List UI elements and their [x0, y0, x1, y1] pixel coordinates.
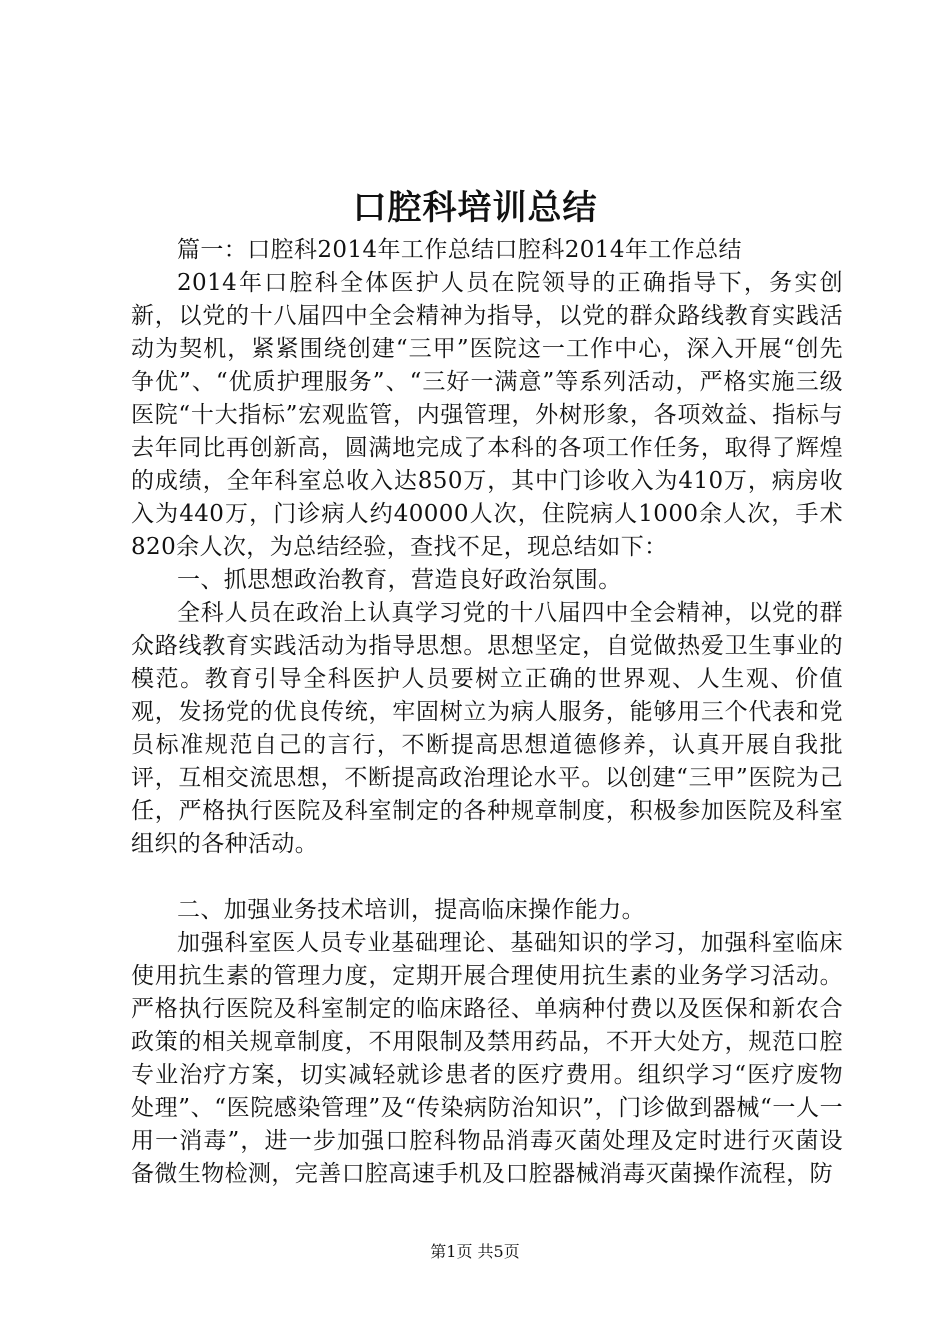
- document-body: [131, 234, 843, 1191]
- paragraph-overview: 2014年口腔科全体医护人员在院领导的正确指导下，务实创新，以党的十八届四中全会精神为指导，以党的群众路线教育实践活动为契机，紧紧围绕创建“三甲”医院这一工作中心，深入开展“创先争优”、“优质护理服务”、“三好一满意”等系列活动，严格实施三级医院“十大指标”宏观监管，内强管理，外树形象，各项效益、指标与去年同比再创新高，圆满地完成了本科的各项工作任务，取得了辉煌的成绩，全年科室总收入达850万，其中门诊收入为410万，病房收入为440万，门诊病人约40000人次，住院病人1000余人次，手术820余人次，为总结经验，查找不足，现总结如下：: [131, 270, 843, 560]
- section-heading-1: 一、抓思想政治教育，营造良好政治氛围。: [177, 567, 622, 593]
- page-number-footer: 第1页 共5页: [430, 1242, 520, 1261]
- document-title: 口腔科培训总结: [352, 188, 598, 228]
- paragraph-section-2: 加强科室医人员专业基础理论、基础知识的学习，加强科室临床使用抗生素的管理力度，定期开展合理使用抗生素的业务学习活动。严格执行医院及科室制定的临床路径、单病种付费以及医保和新农合政策的相关规章制度，不用限制及禁用药品，不开大处方，规范口腔专业治疗方案，切实减轻就诊患者的医疗费用。组织学习“医疗废物处理”、“医院感染管理”及“传染病防治知识”，门诊做到器械“一人一用一消毒”，进一步加强口腔科物品消毒灭菌处理及定时进行灭菌设备微生物检测，完善口腔高速手机及口腔器械消毒灭菌操作流程，防: [131, 930, 843, 1187]
- paragraph-section-1: 全科人员在政治上认真学习党的十八届四中全会精神，以党的群众路线教育实践活动为指导思想。思想坚定，自觉做热爱卫生事业的模范。教育引导全科医护人员要树立正确的世界观、人生观、价值观，发扬党的优良传统，牢固树立为病人服务，能够用三个代表和党员标准规范自己的言行，不断提高思想道德修养，认真开展自我批评，互相交流思想，不断提高政治理论水平。以创建“三甲”医院为己任，严格执行医院及科室制定的各种规章制度，积极参加医院及科室组织的各种活动。: [131, 600, 843, 857]
- paragraph-heading-intro: 篇一：口腔科2014年工作总结口腔科2014年工作总结: [177, 237, 742, 263]
- paragraph-spacer: [131, 861, 843, 894]
- section-heading-2: 二、加强业务技术培训，提高临床操作能力。: [177, 897, 645, 923]
